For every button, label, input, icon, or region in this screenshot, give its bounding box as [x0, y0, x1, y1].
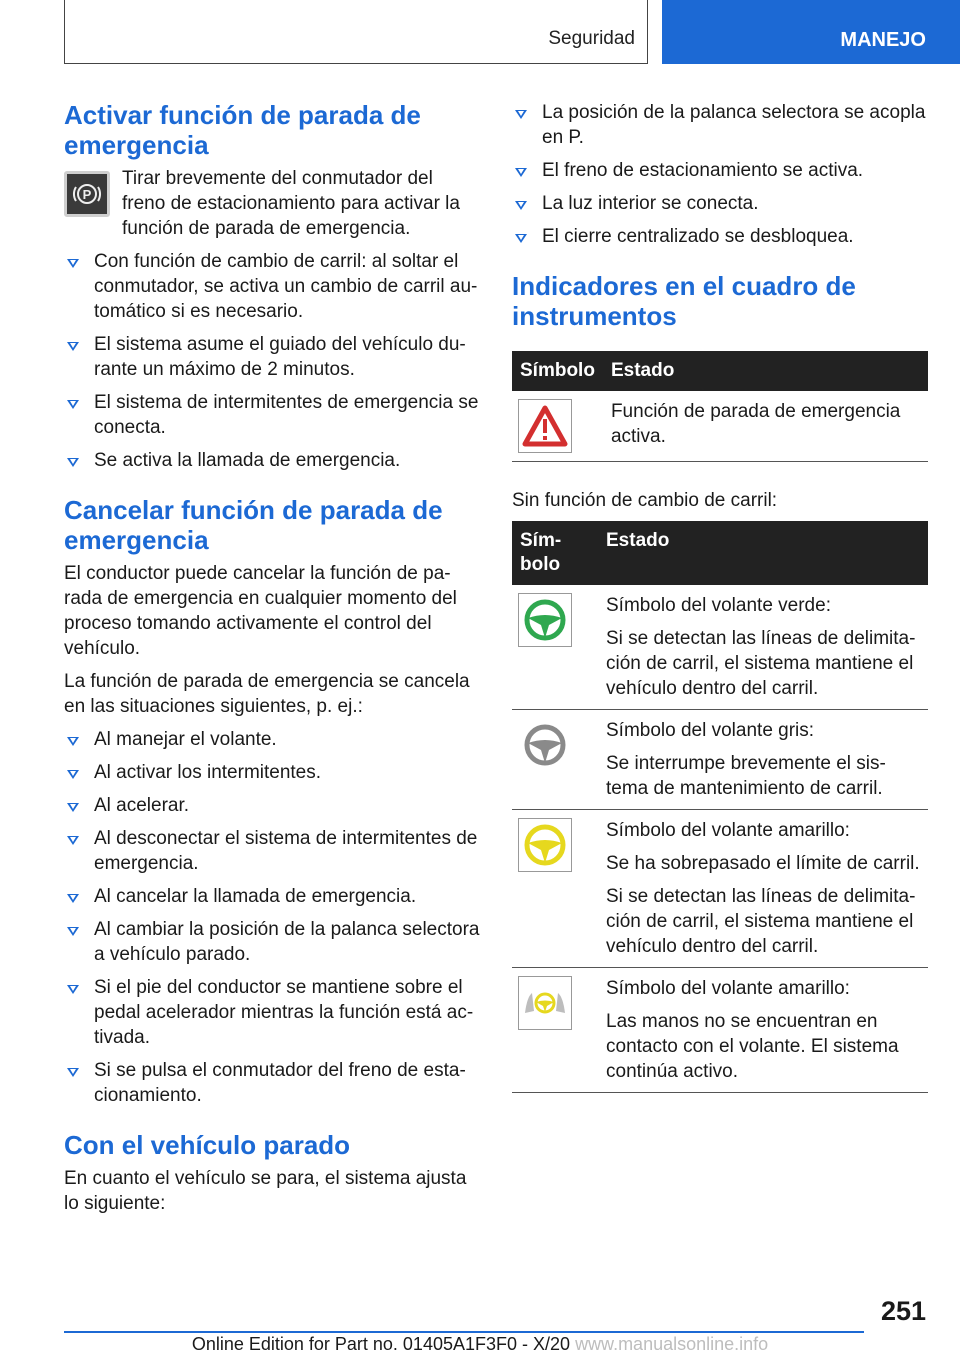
svg-text:P: P [82, 187, 92, 202]
cancel-paragraph: El conductor puede cancelar la función de pa-rada de emergencia en cualquier momento del proceso tomando activamente el control del vehículo. [64, 563, 457, 659]
table-header-row [512, 351, 928, 391]
steering-indicator-table [512, 521, 928, 1093]
parking-brake-icon [64, 171, 110, 217]
table-header-state: Estado [598, 521, 928, 585]
list-item: Si el pie del conductor se mantiene sobre el pedal acelerador mientras la función está ac-tivada. [64, 975, 480, 1050]
table-row [512, 391, 928, 462]
table-cell-symbol [512, 585, 598, 710]
intro-paragraph [64, 166, 480, 249]
header-section-box [64, 0, 648, 64]
table-row [512, 810, 928, 968]
list-item: Al cambiar la posición de la palanca selectora a vehículo parado. [64, 917, 480, 967]
left-column [64, 100, 480, 1224]
table-row [512, 585, 928, 710]
list-item: Se activa la llamada de emergencia. [64, 448, 480, 473]
table-row [512, 968, 928, 1093]
footer-watermark: www.manualsonline.info [575, 1334, 769, 1354]
intro-text: Tirar brevemente del conmutador del freno de estacionamiento para activar la función de parada de emergencia. [122, 168, 460, 239]
steering-wheel-gray-icon [518, 718, 572, 772]
table-header-symbol: Sím-bolo [512, 521, 598, 585]
list-item: La luz interior se conecta. [512, 191, 928, 216]
header-chapter-label: MANEJO [840, 29, 926, 51]
list-item: La posición de la palanca selectora se acopla en P. [512, 100, 928, 150]
stopped-paragraph: En cuanto el vehículo se para, el sistema ajusta lo siguiente: [64, 1168, 467, 1214]
hands-off-steering-wheel-icon [518, 976, 572, 1030]
table-cell-state: Símbolo del volante amarillo: Las manos no se encuentran en contacto con el volante. El sistema continúa activo. [598, 968, 928, 1093]
table-cell-state: Símbolo del volante gris: Se interrumpe brevemente el sis-tema de mantenimiento de carril. [598, 710, 928, 810]
cancel-conditions-intro: La función de parada de emergencia se cancela en las situaciones siguientes, p. ej.: [64, 671, 470, 717]
steering-wheel-green-icon [518, 593, 572, 647]
heading-indicators: Indicadores en el cuadro de instrumentos [512, 271, 856, 331]
table-cell-state: Símbolo del volante verde: Si se detectan las líneas de delimita-ción de carril, el sistema mantiene el vehículo dentro del carril. [598, 585, 928, 710]
table-row [512, 710, 928, 810]
table-cell-symbol [512, 968, 598, 1093]
list-item: El sistema asume el guiado del vehículo du-rante un máximo de 2 minutos. [64, 332, 480, 382]
no-lane-change-label: Sin función de cambio de carril: [512, 490, 778, 511]
list-item: El freno de estacionamiento se activa. [512, 158, 928, 183]
cancel-conditions-list [64, 727, 480, 1108]
list-item: Al desconectar el sistema de intermitentes de emergencia. [64, 826, 480, 876]
table-header-symbol: Símbolo [512, 351, 603, 391]
table-cell-symbol [512, 710, 598, 810]
list-item: Con función de cambio de carril: al soltar el conmutador, se activa un cambio de carril au-tomático si es necesario. [64, 249, 480, 324]
table-cell-symbol [512, 391, 603, 462]
activation-effects-list [64, 249, 480, 473]
footer-divider [64, 1331, 864, 1333]
steering-wheel-yellow-icon [518, 818, 572, 872]
list-item: El cierre centralizado se desbloquea. [512, 224, 928, 249]
page-number: 251 [880, 1296, 926, 1326]
table-header-state: Estado [603, 351, 928, 391]
heading-activate: Activar función de parada de emergencia [64, 100, 421, 160]
list-item: Al manejar el volante. [64, 727, 480, 752]
list-item: Al cancelar la llamada de emergencia. [64, 884, 480, 909]
header-chapter-tab[interactable] [662, 0, 960, 64]
header-section-title: Seguridad [548, 28, 635, 49]
list-item: Al acelerar. [64, 793, 480, 818]
heading-stopped: Con el vehículo parado [64, 1130, 351, 1160]
list-item: El sistema de intermitentes de emergencia se conecta. [64, 390, 480, 440]
right-column [512, 100, 928, 1093]
table-cell-state: Función de parada de emergencia activa. [603, 391, 928, 462]
warning-triangle-icon [518, 399, 572, 453]
list-item: Si se pulsa el conmutador del freno de esta-cionamiento. [64, 1058, 480, 1108]
indicator-table [512, 351, 928, 462]
table-cell-symbol [512, 810, 598, 968]
footer-edition [0, 1334, 960, 1355]
table-cell-state: Símbolo del volante amarillo: Se ha sobrepasado el límite de carril. Si se detectan las líneas de delimita-ción de carril, el sistema mantiene el vehículo dentro del carril. [598, 810, 928, 968]
table-header-row [512, 521, 928, 585]
heading-cancel: Cancelar función de parada de emergencia [64, 495, 443, 555]
list-item: Al activar los intermitentes. [64, 760, 480, 785]
stopped-actions-list [512, 100, 928, 249]
footer-edition-text: Online Edition for Part no. 01405A1F3F0 - X/20 [191, 1334, 571, 1354]
